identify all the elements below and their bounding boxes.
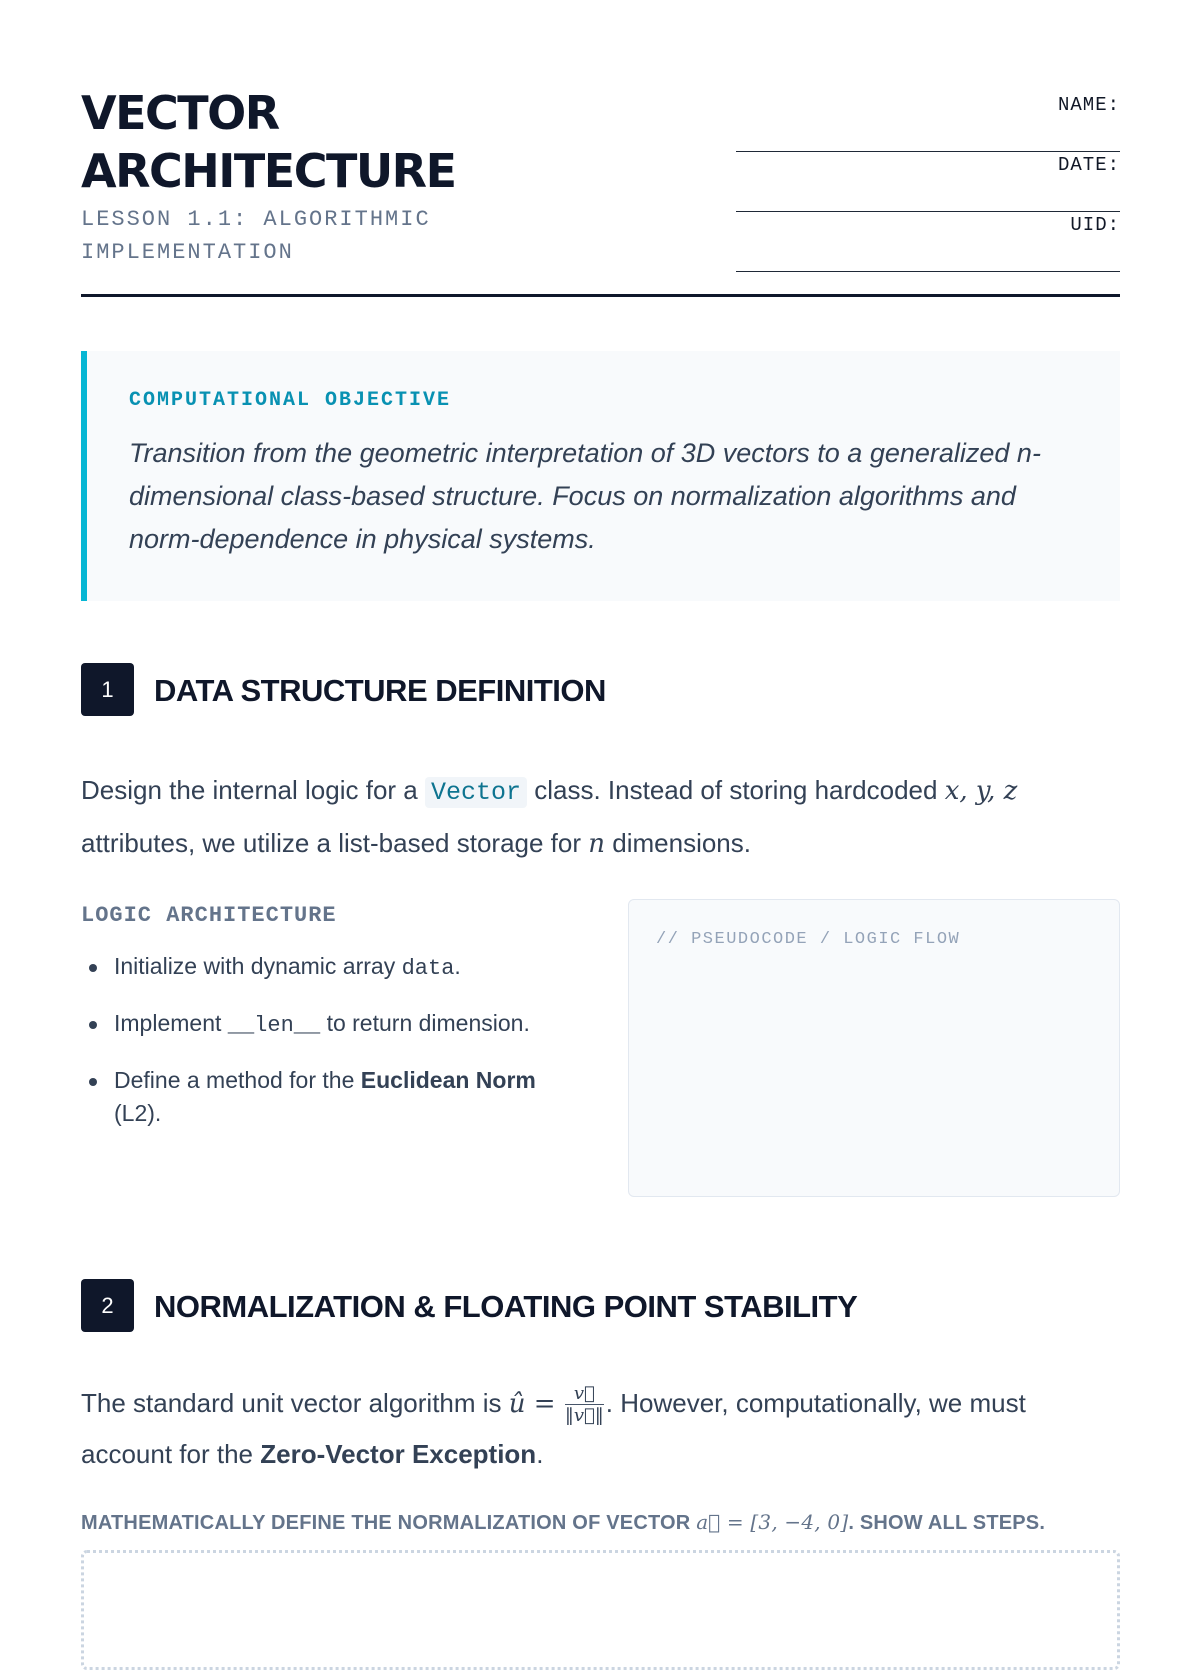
- intro-math-xyz: x, y, z: [944, 776, 1018, 806]
- student-info-fields: [736, 92, 1120, 272]
- intro-math-n: n: [588, 829, 606, 859]
- task-vector-math: a⃗ = [3, −4, 0]: [696, 1510, 849, 1534]
- zero-vector-term: Zero-Vector Exception: [260, 1439, 537, 1469]
- bullet-1-text: Initialize with dynamic array: [114, 953, 396, 979]
- lesson-subtitle: LESSON 1.1: ALGORITHMIC IMPLEMENTATION: [81, 207, 431, 265]
- bullet-3-end: (L2).: [114, 1100, 162, 1126]
- section-1-title: DATA STRUCTURE DEFINITION: [154, 673, 606, 708]
- uid-label: UID:: [1070, 214, 1120, 236]
- section-2-title: NORMALIZATION & FLOATING POINT STABILITY: [154, 1289, 858, 1324]
- bullet-2-text: Implement: [114, 1010, 222, 1036]
- bullet-3-text: Define a method for the: [114, 1067, 355, 1093]
- pseudocode-answer-box[interactable]: [628, 899, 1120, 1197]
- header-divider: [81, 294, 1120, 297]
- section-1-number: 1: [81, 663, 134, 716]
- intro-text-a: Design the internal logic for a: [81, 775, 418, 805]
- objective-label: COMPUTATIONAL OBJECTIVE: [129, 389, 452, 412]
- intro-text-d: dimensions.: [612, 828, 751, 858]
- title-line-2: ARCHITECTURE: [81, 144, 456, 198]
- list-item: [81, 1007, 571, 1042]
- date-label: DATE:: [1057, 154, 1120, 176]
- name-field[interactable]: [736, 92, 1120, 152]
- name-label: NAME:: [1057, 94, 1120, 116]
- objective-callout: [81, 351, 1120, 601]
- date-field[interactable]: [736, 152, 1120, 212]
- bullet-3-strong: Euclidean Norm: [360, 1067, 536, 1093]
- normalization-answer-box[interactable]: [81, 1550, 1120, 1670]
- title-line-1: VECTOR: [81, 86, 279, 140]
- section-2-text-a: The standard unit vector algorithm is: [81, 1388, 502, 1418]
- objective-text: Transition from the geometric interpretation of 3D vectors to a generalized n-dimensional class-based structure. Focus on normalization algorithms and norm-dependence in physical systems.: [129, 438, 1041, 554]
- task-prompt: [81, 1510, 1045, 1535]
- intro-text-c: attributes, we utilize a list-based storage for: [81, 828, 582, 858]
- uid-field[interactable]: [736, 212, 1120, 272]
- bullet-1-end: .: [454, 953, 461, 979]
- task-text-a: MATHEMATICALLY DEFINE THE NORMALIZATION OF VECTOR: [81, 1512, 691, 1534]
- logic-architecture-label: LOGIC ARCHITECTURE: [81, 903, 337, 928]
- section-2-text-c: .: [536, 1439, 544, 1469]
- pseudocode-comment: // PSEUDOCODE / LOGIC FLOW: [656, 930, 961, 949]
- bullet-2-end: to return dimension.: [326, 1010, 530, 1036]
- task-text-b: . SHOW ALL STEPS.: [848, 1512, 1046, 1534]
- section-2-text-b: . However, computationally, we must account for the: [81, 1388, 1026, 1469]
- section-1-intro: [81, 765, 1120, 869]
- page-title: [81, 84, 456, 200]
- section-2-number: 2: [81, 1279, 134, 1332]
- list-item: [81, 1064, 571, 1130]
- unit-vector-lhs: û =: [508, 1389, 556, 1419]
- vector-class-code: Vector: [425, 777, 527, 808]
- worksheet-header: [81, 80, 1120, 296]
- fraction-numerator: v⃗: [565, 1384, 604, 1405]
- section-2-intro: [81, 1378, 1120, 1479]
- logic-list: [81, 950, 571, 1152]
- list-item: [81, 950, 571, 985]
- fraction-denominator: ‖v⃗‖: [564, 1404, 604, 1426]
- bullet-2-code: __len__: [227, 1013, 321, 1038]
- intro-text-b: class. Instead of storing hardcoded: [534, 775, 938, 805]
- unit-vector-fraction: [565, 1384, 604, 1427]
- bullet-1-code: data: [401, 956, 455, 981]
